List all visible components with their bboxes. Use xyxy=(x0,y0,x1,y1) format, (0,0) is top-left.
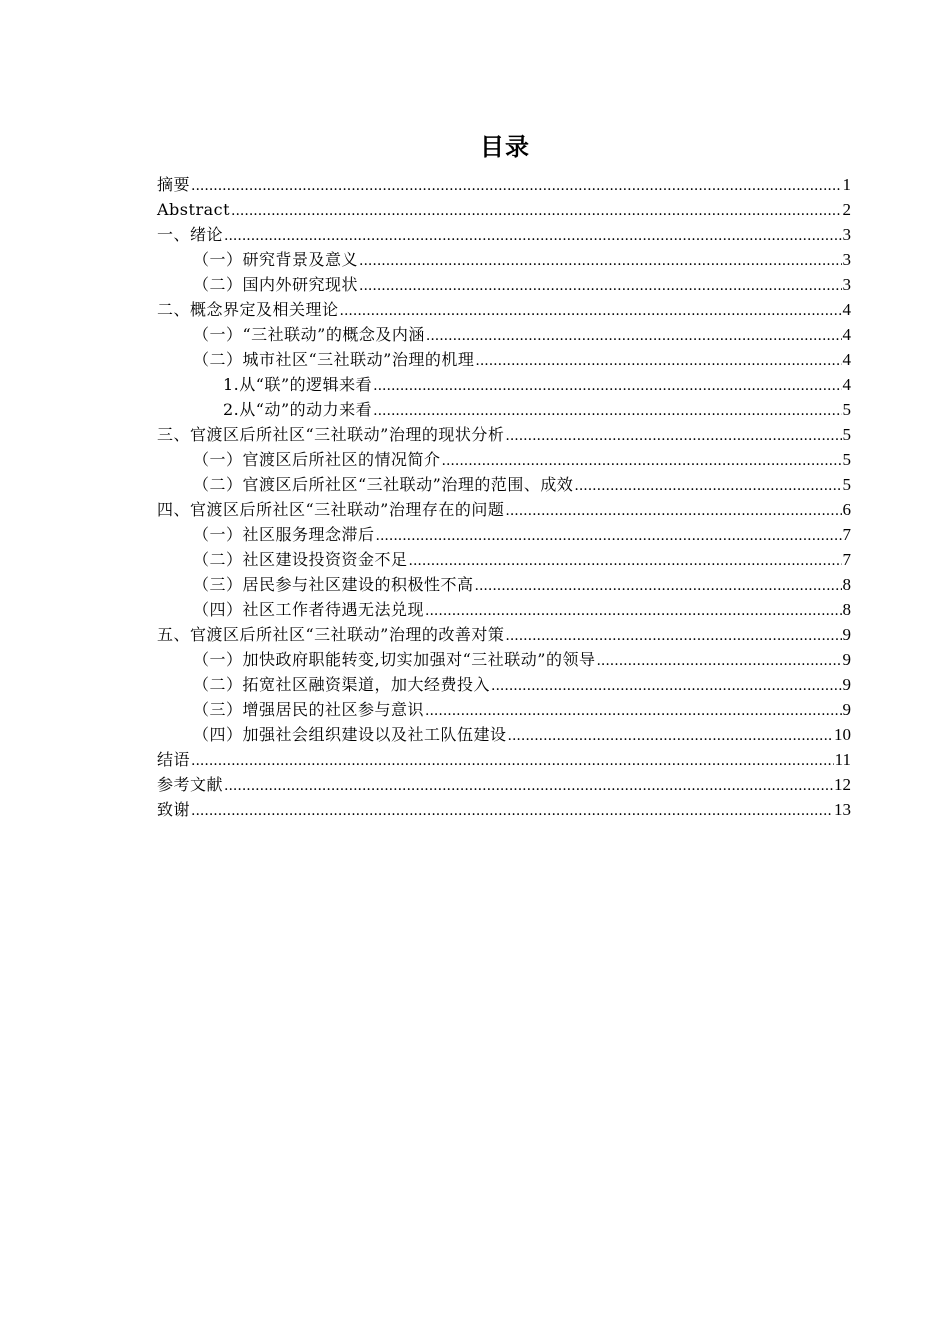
toc-entry-title: （二）拓宽社区融资渠道，加大经费投入 xyxy=(193,675,491,694)
toc-entry[interactable] xyxy=(157,647,851,672)
toc-entry-page-number: 5 xyxy=(842,400,851,419)
toc-entry-title: 致谢 xyxy=(157,800,191,819)
toc-entry[interactable] xyxy=(157,772,851,797)
toc-entry-page-number: 13 xyxy=(834,800,851,819)
toc-entry-page-number: 3 xyxy=(842,225,851,244)
toc-entry-page-number: 2 xyxy=(842,200,851,219)
toc-entry-title: （一）研究背景及意义 xyxy=(193,250,359,269)
toc-entry[interactable] xyxy=(157,172,851,197)
dot-leader xyxy=(596,649,841,674)
toc-entry-page-number: 9 xyxy=(842,650,851,669)
dot-leader xyxy=(426,324,842,349)
dot-leader xyxy=(359,249,841,274)
dot-leader xyxy=(425,699,841,724)
toc-entry[interactable] xyxy=(157,797,851,822)
toc-entry-page-number: 6 xyxy=(842,500,851,519)
toc-entry-title: （二）官渡区后所社区“三社联动”治理的范围、成效 xyxy=(193,475,574,494)
toc-entry[interactable] xyxy=(157,572,851,597)
toc-entry-page-number: 4 xyxy=(842,375,851,394)
toc-entry-title: （三）居民参与社区建设的积极性不高 xyxy=(193,575,474,594)
dot-leader xyxy=(505,424,841,449)
toc-entry[interactable] xyxy=(157,347,851,372)
dot-leader xyxy=(191,749,834,774)
dot-leader xyxy=(409,549,842,574)
dot-leader xyxy=(442,449,842,474)
toc-entry-page-number: 12 xyxy=(834,775,851,794)
toc-entry-page-number: 9 xyxy=(842,700,851,719)
toc-entry-title: （一）加快政府职能转变,切实加强对“三社联动”的领导 xyxy=(193,650,596,669)
toc-entry[interactable] xyxy=(157,297,851,322)
toc-entry-page-number: 7 xyxy=(842,550,851,569)
toc-entry-title: 一、绪论 xyxy=(157,225,224,244)
dot-leader xyxy=(373,399,841,424)
toc-entry-page-number: 8 xyxy=(842,575,851,594)
toc-entry-title: 二、概念界定及相关理论 xyxy=(157,300,339,319)
toc-entry-page-number: 7 xyxy=(842,525,851,544)
dot-leader xyxy=(491,674,841,699)
toc-entry-title: （一）社区服务理念滞后 xyxy=(193,525,375,544)
toc-entry[interactable] xyxy=(157,272,851,297)
toc-entry-page-number: 9 xyxy=(842,625,851,644)
dot-leader xyxy=(359,274,841,299)
toc-entry-title: 结语 xyxy=(157,750,191,769)
toc-entry[interactable] xyxy=(157,597,851,622)
toc-entry-title: 摘要 xyxy=(157,175,191,194)
toc-entry-page-number: 5 xyxy=(842,425,851,444)
dot-leader xyxy=(505,499,841,524)
toc-entry[interactable] xyxy=(157,222,851,247)
toc-entry-title: 四、官渡区后所社区“三社联动”治理存在的问题 xyxy=(157,500,505,519)
dot-leader xyxy=(340,299,842,324)
toc-entry-title: 2.从“动”的动力来看 xyxy=(223,400,373,419)
toc-entry[interactable] xyxy=(157,672,851,697)
dot-leader xyxy=(508,724,833,749)
dot-leader xyxy=(475,349,841,374)
toc-entry-title: 五、官渡区后所社区“三社联动”治理的改善对策 xyxy=(157,625,505,644)
toc-entry[interactable] xyxy=(157,697,851,722)
toc-entry[interactable] xyxy=(157,447,851,472)
toc-entry-page-number: 3 xyxy=(842,275,851,294)
toc-entry-title: （二）国内外研究现状 xyxy=(193,275,359,294)
toc-entry[interactable] xyxy=(157,747,851,772)
toc-entry[interactable] xyxy=(157,397,851,422)
toc-entry-page-number: 5 xyxy=(842,450,851,469)
toc-entry-page-number: 4 xyxy=(842,300,851,319)
toc-entry-title: 1.从“联”的逻辑来看 xyxy=(223,375,373,394)
toc-entry-page-number: 1 xyxy=(842,175,851,194)
toc-entry-page-number: 8 xyxy=(842,600,851,619)
toc-entry[interactable] xyxy=(157,322,851,347)
toc-entry-title: 三、官渡区后所社区“三社联动”治理的现状分析 xyxy=(157,425,505,444)
dot-leader xyxy=(475,574,842,599)
dot-leader xyxy=(191,174,841,199)
toc-entry-title: （一）官渡区后所社区的情况简介 xyxy=(193,450,441,469)
table-of-contents xyxy=(157,172,851,822)
toc-entry[interactable] xyxy=(157,522,851,547)
toc-entry-page-number: 9 xyxy=(842,675,851,694)
toc-entry-title: （二）社区建设投资资金不足 xyxy=(193,550,408,569)
toc-entry-title: （四）加强社会组织建设以及社工队伍建设 xyxy=(193,725,507,744)
toc-entry-page-number: 4 xyxy=(842,325,851,344)
dot-leader xyxy=(224,774,833,799)
dot-leader xyxy=(376,524,842,549)
toc-entry-page-number: 4 xyxy=(842,350,851,369)
toc-entry-title: （四）社区工作者待遇无法兑现 xyxy=(193,600,425,619)
toc-entry-title: 参考文献 xyxy=(157,775,224,794)
toc-entry[interactable] xyxy=(157,722,851,747)
toc-entry-title: （二）城市社区“三社联动”治理的机理 xyxy=(193,350,475,369)
toc-entry-page-number: 10 xyxy=(834,725,851,744)
toc-entry-title: Abstract xyxy=(157,200,231,219)
dot-leader xyxy=(505,624,841,649)
dot-leader xyxy=(231,199,841,224)
dot-leader xyxy=(574,474,841,499)
toc-entry-page-number: 3 xyxy=(842,250,851,269)
toc-entry[interactable] xyxy=(157,622,851,647)
toc-entry[interactable] xyxy=(157,197,851,222)
toc-entry[interactable] xyxy=(157,372,851,397)
toc-entry[interactable] xyxy=(157,247,851,272)
toc-entry[interactable] xyxy=(157,497,851,522)
toc-entry-page-number: 11 xyxy=(834,750,851,769)
toc-title: 目录 xyxy=(480,133,530,161)
toc-entry[interactable] xyxy=(157,422,851,447)
dot-leader xyxy=(425,599,841,624)
toc-entry[interactable] xyxy=(157,472,851,497)
dot-leader xyxy=(373,374,841,399)
dot-leader xyxy=(224,224,841,249)
toc-entry-title: （三）增强居民的社区参与意识 xyxy=(193,700,425,719)
toc-entry-title: （一）“三社联动”的概念及内涵 xyxy=(193,325,425,344)
toc-entry[interactable] xyxy=(157,547,851,572)
dot-leader xyxy=(191,799,833,824)
toc-entry-page-number: 5 xyxy=(842,475,851,494)
